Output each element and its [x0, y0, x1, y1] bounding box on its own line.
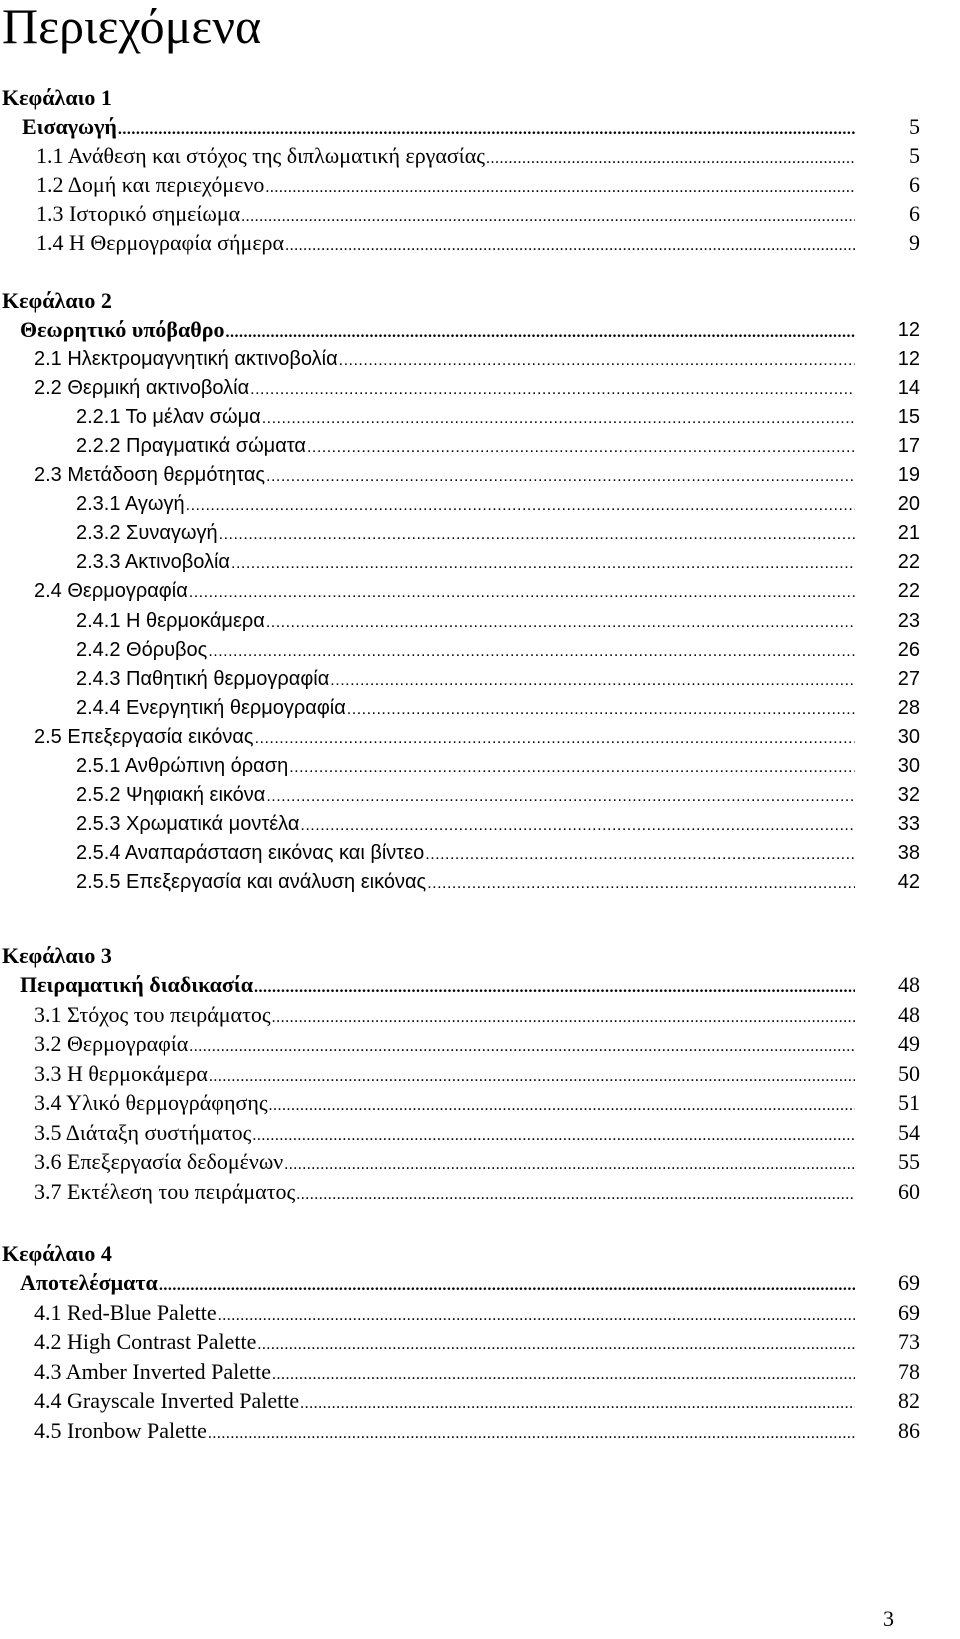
- toc-entry-label: 2.2.1 Το μέλαν σώμα: [76, 406, 261, 429]
- toc-entry[interactable]: [0, 1088, 920, 1118]
- dot-leader: [339, 346, 855, 374]
- dot-leader: [269, 1091, 855, 1118]
- toc-entry[interactable]: [0, 1357, 920, 1387]
- toc-page-number: 6: [909, 172, 920, 197]
- toc-entry-link[interactable]: [34, 460, 855, 490]
- toc-page-number: 5: [909, 114, 920, 139]
- toc-entry-link[interactable]: [34, 373, 855, 403]
- toc-entry-label: 4.5 Ironbow Palette: [34, 1417, 207, 1443]
- toc-entry-label: 2.3 Μετάδοση θερμότητας: [34, 464, 266, 487]
- toc-page-number: 60: [898, 1178, 920, 1204]
- dot-leader: [250, 375, 855, 403]
- toc-page-number: 5: [909, 143, 920, 168]
- toc-entry[interactable]: [0, 722, 920, 752]
- toc-entry[interactable]: [0, 635, 920, 665]
- toc-entry[interactable]: [0, 315, 920, 345]
- toc-entry-link[interactable]: [76, 402, 855, 432]
- toc-entry-link[interactable]: [76, 867, 855, 897]
- toc-entry-link[interactable]: [34, 1147, 855, 1177]
- toc-entry-label: 3.2 Θερμογραφία: [34, 1031, 189, 1056]
- toc-entry[interactable]: [0, 141, 920, 171]
- toc-entry-label: 2.2 Θερμική ακτινοβολία: [34, 377, 250, 400]
- toc-entry-link[interactable]: [34, 344, 855, 374]
- dot-leader: [257, 1330, 855, 1357]
- toc-entry[interactable]: [0, 1000, 920, 1030]
- toc-entry[interactable]: [0, 547, 920, 577]
- toc-page-number: 27: [897, 667, 920, 690]
- toc-page-number: 69: [898, 1270, 920, 1295]
- dot-leader: [189, 578, 855, 606]
- toc-entry-label: 2.5.5 Επεξεργασία και ανάλυση εικόνας: [76, 870, 427, 893]
- toc-entry[interactable]: [0, 1416, 920, 1446]
- toc-entry-link[interactable]: [20, 315, 855, 345]
- toc-page-number: 82: [898, 1388, 920, 1413]
- toc-entry[interactable]: [0, 1327, 920, 1357]
- toc-entry-link[interactable]: [76, 489, 855, 519]
- toc-entry-link[interactable]: [34, 1386, 855, 1416]
- dot-leader: [208, 1419, 855, 1446]
- toc-entry-label: 4.4 Grayscale Inverted Palette: [34, 1388, 300, 1413]
- toc-page-number: 17: [897, 435, 920, 458]
- toc-page-number: 42: [897, 870, 920, 893]
- toc-page-number: 69: [898, 1299, 920, 1325]
- toc-page-number: 30: [897, 725, 920, 748]
- toc-entry-label: 2.4 Θερμογραφία: [34, 580, 188, 603]
- toc-page-number: 19: [897, 464, 920, 487]
- toc-entry-link[interactable]: [36, 228, 855, 258]
- toc-entry-label: 4.1 Red-Blue Palette: [34, 1299, 217, 1325]
- toc-page-number: 12: [897, 319, 920, 341]
- dot-leader: [186, 491, 855, 519]
- toc-entry[interactable]: [0, 693, 920, 723]
- toc-entry[interactable]: [0, 576, 920, 606]
- toc-page-number: 78: [898, 1358, 920, 1384]
- dot-leader: [252, 1121, 855, 1148]
- dot-leader: [231, 549, 855, 577]
- toc-entry[interactable]: [0, 1298, 920, 1328]
- toc-entry[interactable]: [0, 431, 920, 461]
- toc-entry-label: Θεωρητικό υπόβαθρο: [20, 317, 225, 342]
- toc-entry-link[interactable]: [34, 576, 855, 606]
- dot-leader: [118, 115, 855, 142]
- toc-entry[interactable]: [0, 199, 920, 229]
- dot-leader: [285, 231, 855, 258]
- dot-leader: [218, 1301, 855, 1328]
- dot-leader: [266, 782, 855, 810]
- dot-leader: [209, 1062, 855, 1089]
- dot-leader: [241, 202, 855, 229]
- dot-leader: [296, 1180, 855, 1207]
- toc-page-number: 51: [898, 1090, 920, 1115]
- dot-leader: [208, 637, 855, 665]
- toc-entry-label: 2.3.1 Αγωγή: [76, 493, 185, 516]
- chapter-heading: Κεφάλαιο 3: [2, 943, 112, 968]
- dot-leader: [254, 973, 855, 1000]
- dot-leader: [266, 462, 855, 490]
- toc-entry-label: 2.1 Ηλεκτρομαγνητική ακτινοβολία: [34, 348, 338, 371]
- toc-entry-label: 1.2 Δομή και περιεχόμενο: [36, 172, 265, 197]
- toc-page-number: 9: [909, 230, 920, 255]
- toc-entry[interactable]: [0, 1147, 920, 1177]
- toc-entry[interactable]: [0, 518, 920, 548]
- toc-entry-label: 4.2 High Contrast Palette: [34, 1329, 257, 1354]
- chapter-heading: Κεφάλαιο 1: [2, 85, 112, 110]
- toc-entry[interactable]: [0, 809, 920, 839]
- dot-leader: [307, 433, 855, 461]
- toc-entry-label: 3.4 Υλικό θερμογράφησης: [34, 1090, 268, 1115]
- toc-page-number: 30: [897, 754, 920, 777]
- toc-entry-link[interactable]: [76, 635, 855, 665]
- toc-entry-label: 4.3 Amber Inverted Palette: [34, 1358, 272, 1384]
- toc-entry[interactable]: [0, 867, 920, 897]
- toc-entry-label: 3.1 Στόχος του πειράματος: [34, 1001, 271, 1027]
- toc-entry[interactable]: [0, 1029, 920, 1059]
- dot-leader: [272, 1360, 855, 1387]
- toc-entry-link[interactable]: [36, 170, 855, 200]
- toc-entry[interactable]: [0, 1386, 920, 1416]
- toc-entry-link[interactable]: [36, 199, 855, 229]
- toc-entry[interactable]: [0, 838, 920, 868]
- toc-entry[interactable]: [0, 1118, 920, 1148]
- toc-entry-label: Πειραματική διαδικασία: [20, 972, 253, 997]
- toc-entry[interactable]: [0, 664, 920, 694]
- toc-entry-label: 2.4.2 Θόρυβος: [76, 638, 208, 661]
- toc-entry-label: Εισαγωγή: [22, 114, 117, 139]
- toc-entry-link[interactable]: [34, 1416, 855, 1446]
- toc-entry-label: 2.2.2 Πραγματικά σώματα: [76, 435, 306, 458]
- toc-page-number: 33: [897, 812, 920, 835]
- toc-entry-link[interactable]: [34, 1177, 855, 1207]
- dot-leader: [486, 144, 855, 171]
- toc-entry-link[interactable]: [34, 1357, 855, 1387]
- dot-leader: [347, 695, 855, 723]
- dot-leader: [226, 318, 856, 345]
- dot-leader: [300, 811, 855, 839]
- dot-leader: [265, 173, 855, 200]
- toc-entry-label: 2.3.2 Συναγωγή: [76, 522, 218, 545]
- toc-page-number: 73: [898, 1329, 920, 1354]
- toc-entry-label: 1.3 Ιστορικό σημείωμα: [36, 201, 241, 226]
- toc-entry-link[interactable]: [76, 780, 855, 810]
- toc-entry[interactable]: [0, 1059, 920, 1089]
- toc-entry-label: 2.5.4 Αναπαράσταση εικόνας και βίντεο: [76, 841, 425, 864]
- toc-entry-link[interactable]: [34, 1059, 855, 1089]
- toc-page-number: 20: [897, 493, 920, 516]
- toc-entry-link[interactable]: [76, 518, 855, 548]
- toc-entry-link[interactable]: [34, 1000, 855, 1030]
- toc-page-number: 15: [897, 406, 920, 429]
- toc-entry-label: 2.5 Επεξεργασία εικόνας: [34, 725, 254, 748]
- toc-page-number: 32: [897, 783, 920, 806]
- toc-entry-link[interactable]: [76, 431, 855, 461]
- toc-page-number: 22: [897, 580, 920, 603]
- dot-leader: [189, 1032, 855, 1059]
- dot-leader: [219, 520, 855, 548]
- toc-page-number: 6: [909, 201, 920, 226]
- toc-entry-label: 2.4.4 Ενεργητική θερμογραφία: [76, 696, 346, 719]
- toc-page-number: 50: [898, 1060, 920, 1086]
- toc-entry-label: 3.7 Εκτέλεση του πειράματος: [34, 1178, 296, 1204]
- toc-entry[interactable]: [0, 170, 920, 200]
- toc-entry[interactable]: [0, 606, 920, 636]
- toc-entry[interactable]: [0, 1177, 920, 1207]
- toc-page-number: 49: [898, 1031, 920, 1056]
- toc-entry-link[interactable]: [20, 1268, 855, 1298]
- chapter-heading: Κεφάλαιο 2: [2, 288, 112, 313]
- dot-leader: [284, 1150, 855, 1177]
- toc-entry-link[interactable]: [76, 606, 855, 636]
- toc-page-number: 21: [897, 522, 920, 545]
- toc-entry-label: 2.3.3 Ακτινοβολία: [76, 551, 230, 574]
- toc-entry-link[interactable]: [22, 112, 855, 142]
- toc-entry-link[interactable]: [34, 722, 855, 752]
- toc-page-number: 12: [897, 348, 920, 371]
- toc-entry-label: 3.6 Επεξεργασία δεδομένων: [34, 1149, 284, 1174]
- toc-entry-link[interactable]: [34, 1088, 855, 1118]
- toc-entry-link[interactable]: [20, 970, 855, 1000]
- toc-entry-link[interactable]: [34, 1298, 855, 1328]
- toc-page-number: 54: [898, 1119, 920, 1145]
- toc-page-number: 23: [897, 609, 920, 632]
- toc-entry[interactable]: [0, 751, 920, 781]
- dot-leader: [330, 666, 855, 694]
- page-number: 3: [883, 1606, 894, 1631]
- toc-entry-label: 1.1 Ανάθεση και στόχος της διπλωματική εργασίας: [36, 143, 485, 168]
- dot-leader: [266, 608, 855, 636]
- dot-leader: [300, 1389, 855, 1416]
- toc-page-number: 38: [897, 841, 920, 864]
- page-title: Περιεχόμενα: [2, 0, 262, 54]
- toc-entry[interactable]: [0, 1268, 920, 1298]
- toc-entry-label: 2.5.3 Χρωματικά μοντέλα: [76, 812, 300, 835]
- toc-entry[interactable]: [0, 489, 920, 519]
- toc-entry-label: 2.4.1 Η θερμοκάμερα: [76, 609, 265, 632]
- toc-entry-link[interactable]: [76, 809, 855, 839]
- toc-entry[interactable]: [0, 970, 920, 1000]
- toc-page-number: 48: [898, 972, 920, 997]
- toc-page-number: 28: [897, 696, 920, 719]
- dot-leader: [262, 404, 855, 432]
- toc-page-number: 86: [898, 1417, 920, 1443]
- toc-entry-label: 2.5.2 Ψηφιακή εικόνα: [76, 783, 266, 806]
- toc-entry[interactable]: [0, 373, 920, 403]
- toc-entry-link[interactable]: [76, 838, 855, 868]
- dot-leader: [255, 724, 855, 752]
- chapter-heading: Κεφάλαιο 4: [2, 1241, 112, 1266]
- toc-entry[interactable]: [0, 460, 920, 490]
- toc-entry[interactable]: [0, 402, 920, 432]
- toc-entry-label: 3.5 Διάταξη συστήματος: [34, 1119, 252, 1145]
- toc-entry-label: 1.4 Η Θερμογραφία σήμερα: [36, 230, 285, 255]
- toc-entry-link[interactable]: [34, 1118, 855, 1148]
- toc-entry[interactable]: [0, 228, 920, 258]
- dot-leader: [427, 869, 855, 897]
- toc-entry[interactable]: [0, 780, 920, 810]
- dot-leader: [425, 840, 855, 868]
- dot-leader: [159, 1271, 855, 1298]
- toc-entry-link[interactable]: [76, 693, 855, 723]
- toc-entry-link[interactable]: [34, 1327, 855, 1357]
- toc-entry-label: 3.3 Η θερμοκάμερα: [34, 1060, 208, 1086]
- toc-entry-link[interactable]: [76, 664, 855, 694]
- toc-entry-link[interactable]: [76, 547, 855, 577]
- toc-entry-label: 2.4.3 Παθητική θερμογραφία: [76, 667, 330, 690]
- toc-page-number: 55: [898, 1149, 920, 1174]
- toc-entry[interactable]: [0, 344, 920, 374]
- toc-page-number: 14: [897, 377, 920, 400]
- toc-page-number: 22: [897, 551, 920, 574]
- toc-entry[interactable]: [0, 112, 920, 142]
- toc-entry-link[interactable]: [36, 141, 855, 171]
- toc-page-number: 48: [898, 1001, 920, 1027]
- toc-entry-link[interactable]: [76, 751, 855, 781]
- toc-entry-label: Αποτελέσματα: [20, 1270, 158, 1295]
- dot-leader: [272, 1003, 855, 1030]
- toc-entry-link[interactable]: [34, 1029, 855, 1059]
- dot-leader: [289, 753, 855, 781]
- toc-entry-label: 2.5.1 Ανθρώπινη όραση: [76, 754, 289, 777]
- toc-page-number: 26: [897, 638, 920, 661]
